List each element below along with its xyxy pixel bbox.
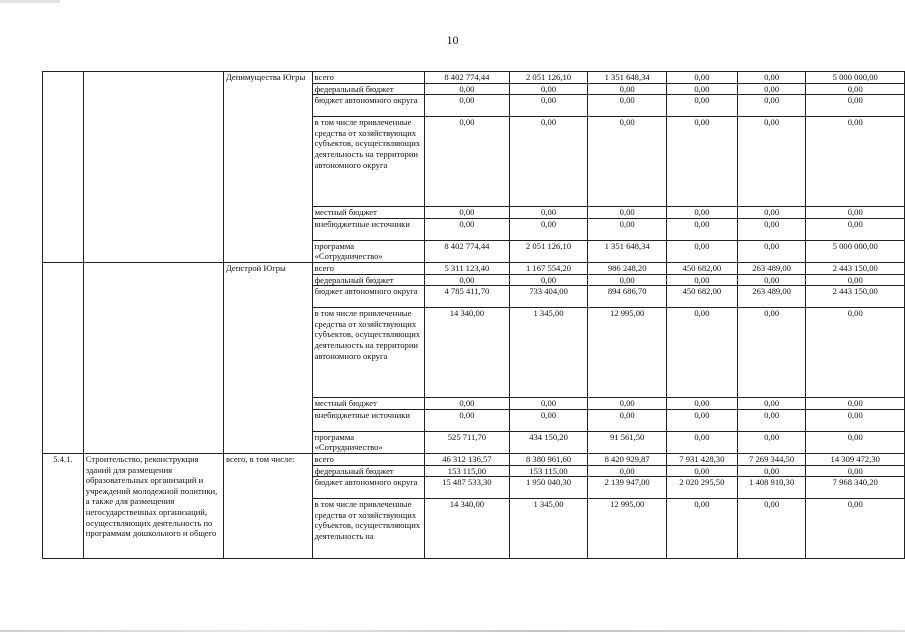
amount-cell: 2 020 295,50 <box>666 477 737 499</box>
funding-source-cell: бюджет автономного округа <box>312 286 425 308</box>
funding-source-cell: бюджет автономного округа <box>312 95 425 117</box>
amount-cell: 733 404,00 <box>509 286 588 308</box>
amount-cell: 0,00 <box>666 499 737 559</box>
amount-cell: 8 402 774,44 <box>425 240 510 262</box>
table-row <box>43 453 905 465</box>
amount-cell: 0,00 <box>588 274 667 286</box>
measure-name-cell: Строительство, реконструкция зданий для размещения образовательных организаций и учреждений молодежной политики, а также для размещения негосударственных организаций, осуществляющих деятельность по программам дошкольного и общего <box>83 453 223 558</box>
amount-cell: 0,00 <box>666 83 737 95</box>
budget-table <box>42 71 905 559</box>
amount-cell: 0,00 <box>509 207 588 219</box>
amount-cell: 0,00 <box>666 240 737 262</box>
amount-cell: 434 150,20 <box>509 431 588 453</box>
amount-cell: 0,00 <box>425 95 510 117</box>
amount-cell: 1 950 040,30 <box>509 477 588 499</box>
amount-cell: 2 443 150,00 <box>806 286 905 308</box>
amount-cell: 0,00 <box>588 83 667 95</box>
amount-cell: 0,00 <box>806 499 905 559</box>
table-row <box>43 72 905 84</box>
amount-cell: 0,00 <box>806 431 905 453</box>
amount-cell: 8 420 929,87 <box>588 453 667 465</box>
amount-cell: 0,00 <box>737 117 806 207</box>
amount-cell: 450 682,00 <box>666 286 737 308</box>
section-code-cell <box>43 262 84 453</box>
amount-cell: 0,00 <box>806 117 905 207</box>
amount-cell: 0,00 <box>509 218 588 240</box>
amount-cell: 0,00 <box>509 274 588 286</box>
amount-cell: 14 340,00 <box>425 308 510 398</box>
amount-cell: 1 167 554,20 <box>509 262 588 274</box>
amount-cell: 1 351 648,34 <box>588 72 667 84</box>
amount-cell: 14 309 472,30 <box>806 453 905 465</box>
amount-cell: 0,00 <box>737 431 806 453</box>
amount-cell: 0,00 <box>509 83 588 95</box>
amount-cell: 0,00 <box>588 398 667 410</box>
funding-source-cell: внебюджетные источники <box>312 409 425 431</box>
amount-cell: 0,00 <box>666 431 737 453</box>
amount-cell: 5 000 000,00 <box>806 72 905 84</box>
amount-cell: 2 051 126,10 <box>509 240 588 262</box>
amount-cell: 0,00 <box>666 95 737 117</box>
funding-source-cell: программа «Сотрудничество» <box>312 240 425 262</box>
amount-cell: 0,00 <box>737 218 806 240</box>
amount-cell: 0,00 <box>666 72 737 84</box>
funding-source-cell: федеральный бюджет <box>312 274 425 286</box>
amount-cell: 0,00 <box>425 207 510 219</box>
section-code-cell <box>43 72 84 263</box>
measure-name-cell <box>83 262 223 453</box>
executor-cell: Депимущества Югры <box>223 72 312 263</box>
amount-cell: 525 711,70 <box>425 431 510 453</box>
measure-name-cell <box>83 72 223 263</box>
amount-cell: 0,00 <box>737 465 806 477</box>
funding-source-cell: в том числе привлеченные средства от хозяйствующих субъектов, осуществляющих деятельность на <box>312 499 425 559</box>
amount-cell: 0,00 <box>588 207 667 219</box>
amount-cell: 0,00 <box>509 95 588 117</box>
amount-cell: 0,00 <box>425 398 510 410</box>
amount-cell: 0,00 <box>588 218 667 240</box>
amount-cell: 0,00 <box>666 308 737 398</box>
funding-source-cell: внебюджетные источники <box>312 218 425 240</box>
amount-cell: 0,00 <box>806 409 905 431</box>
funding-source-cell: бюджет автономного округа <box>312 477 425 499</box>
amount-cell: 0,00 <box>666 117 737 207</box>
section-code-cell: 5.4.1. <box>43 453 84 558</box>
amount-cell: 0,00 <box>509 398 588 410</box>
amount-cell: 2 139 947,00 <box>588 477 667 499</box>
funding-source-cell: в том числе привлеченные средства от хозяйствующих субъектов, осуществляющих деятельность на территории автономного округа <box>312 308 425 398</box>
amount-cell: 0,00 <box>737 240 806 262</box>
amount-cell: 5 000 000,00 <box>806 240 905 262</box>
funding-source-cell: всего <box>312 453 425 465</box>
scan-artifact-bottom <box>0 630 905 632</box>
page-number: 10 <box>446 33 459 47</box>
amount-cell: 0,00 <box>737 499 806 559</box>
amount-cell: 0,00 <box>806 465 905 477</box>
funding-source-cell: всего <box>312 72 425 84</box>
amount-cell: 0,00 <box>737 207 806 219</box>
amount-cell: 0,00 <box>666 218 737 240</box>
amount-cell: 7 931 428,30 <box>666 453 737 465</box>
scan-artifact-top <box>0 0 60 3</box>
funding-source-cell: местный бюджет <box>312 398 425 410</box>
amount-cell: 0,00 <box>425 83 510 95</box>
amount-cell: 5 311 123,40 <box>425 262 510 274</box>
amount-cell: 0,00 <box>737 83 806 95</box>
amount-cell: 91 561,50 <box>588 431 667 453</box>
amount-cell: 0,00 <box>425 274 510 286</box>
amount-cell: 2 051 126,10 <box>509 72 588 84</box>
executor-cell: Депстрой Югры <box>223 262 312 453</box>
amount-cell: 0,00 <box>737 72 806 84</box>
amount-cell: 8 402 774,44 <box>425 72 510 84</box>
amount-cell: 0,00 <box>425 409 510 431</box>
amount-cell: 0,00 <box>806 207 905 219</box>
amount-cell: 1 408 910,30 <box>737 477 806 499</box>
amount-cell: 450 682,00 <box>666 262 737 274</box>
amount-cell: 894 686,70 <box>588 286 667 308</box>
executor-cell: всего, в том числе: <box>223 453 312 558</box>
amount-cell: 0,00 <box>666 207 737 219</box>
amount-cell: 7 269 344,50 <box>737 453 806 465</box>
funding-source-cell: федеральный бюджет <box>312 465 425 477</box>
amount-cell: 0,00 <box>806 308 905 398</box>
funding-source-cell: в том числе привлеченные средства от хозяйствующих субъектов, осуществляющих деятельность на территории автономного округа <box>312 117 425 207</box>
amount-cell: 0,00 <box>737 95 806 117</box>
amount-cell: 7 968 340,20 <box>806 477 905 499</box>
amount-cell: 263 489,00 <box>737 262 806 274</box>
amount-cell: 153 115,00 <box>425 465 510 477</box>
amount-cell: 0,00 <box>666 465 737 477</box>
amount-cell: 153 115,00 <box>509 465 588 477</box>
amount-cell: 0,00 <box>806 218 905 240</box>
table-row <box>43 262 905 274</box>
amount-cell: 12 995,00 <box>588 308 667 398</box>
amount-cell: 263 489,00 <box>737 286 806 308</box>
amount-cell: 986 248,20 <box>588 262 667 274</box>
amount-cell: 0,00 <box>588 117 667 207</box>
funding-source-cell: всего <box>312 262 425 274</box>
amount-cell: 0,00 <box>666 398 737 410</box>
amount-cell: 0,00 <box>588 409 667 431</box>
amount-cell: 0,00 <box>737 409 806 431</box>
amount-cell: 1 345,00 <box>509 308 588 398</box>
amount-cell: 46 312 136,57 <box>425 453 510 465</box>
amount-cell: 15 487 533,30 <box>425 477 510 499</box>
funding-source-cell: местный бюджет <box>312 207 425 219</box>
amount-cell: 0,00 <box>666 409 737 431</box>
amount-cell: 12 995,00 <box>588 499 667 559</box>
amount-cell: 8 380 961,60 <box>509 453 588 465</box>
amount-cell: 0,00 <box>425 117 510 207</box>
amount-cell: 2 443 150,00 <box>806 262 905 274</box>
amount-cell: 0,00 <box>737 274 806 286</box>
amount-cell: 0,00 <box>806 95 905 117</box>
amount-cell: 0,00 <box>806 83 905 95</box>
amount-cell: 1 351 648,34 <box>588 240 667 262</box>
amount-cell: 0,00 <box>737 398 806 410</box>
amount-cell: 0,00 <box>588 95 667 117</box>
funding-source-cell: программа «Сотрудничество» <box>312 431 425 453</box>
amount-cell: 14 340,00 <box>425 499 510 559</box>
amount-cell: 0,00 <box>806 274 905 286</box>
amount-cell: 4 785 411,70 <box>425 286 510 308</box>
amount-cell: 0,00 <box>737 308 806 398</box>
funding-source-cell: федеральный бюджет <box>312 83 425 95</box>
amount-cell: 0,00 <box>425 218 510 240</box>
amount-cell: 0,00 <box>509 409 588 431</box>
amount-cell: 0,00 <box>509 117 588 207</box>
amount-cell: 0,00 <box>588 465 667 477</box>
amount-cell: 1 345,00 <box>509 499 588 559</box>
amount-cell: 0,00 <box>666 274 737 286</box>
amount-cell: 0,00 <box>806 398 905 410</box>
